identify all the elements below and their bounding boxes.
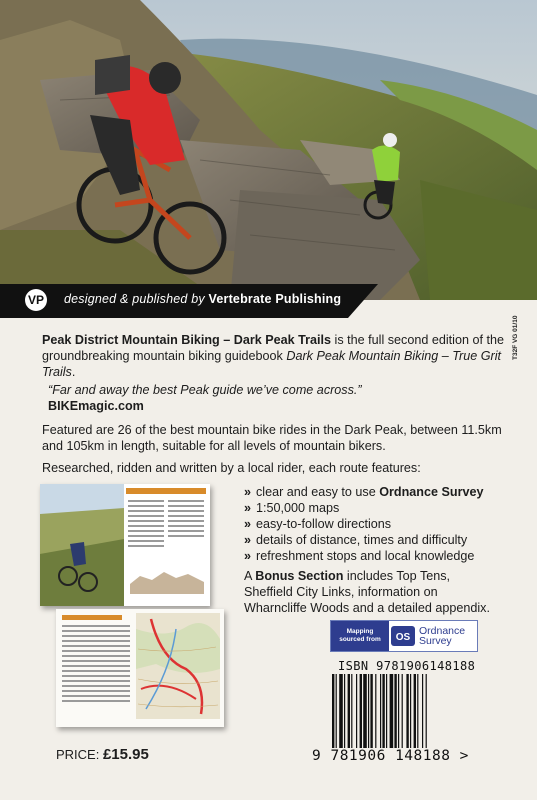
- product-code: [512, 300, 524, 360]
- feature-item: [244, 548, 506, 564]
- feature-item: [244, 516, 506, 532]
- svg-text:VP: VP: [27, 293, 45, 307]
- intro-text-2: .: [71, 365, 76, 379]
- os-name-line-1: Ordnance: [419, 625, 466, 637]
- feature-item-continuation: [244, 500, 506, 516]
- price-label: PRICE:: [56, 747, 103, 762]
- product-code-text: T32F VG 01/10: [512, 315, 519, 360]
- isbn-text: ISBN 9781906148188: [338, 659, 476, 673]
- feature-item: [244, 484, 506, 500]
- os-name: [419, 626, 465, 646]
- barcode-digits: 9 781906 148188 >: [312, 748, 469, 764]
- bonus-paragraph: [244, 568, 494, 616]
- intro-italic-title: Dark Peak Mountain Biking – True Grit Trails: [42, 349, 502, 379]
- feature-2-text: easy-to-follow directions: [256, 517, 392, 531]
- ordnance-survey-badge: [330, 620, 478, 652]
- intro-paragraph: [42, 332, 512, 380]
- os-badge-label: [331, 621, 389, 651]
- bonus-pre: A: [244, 569, 256, 583]
- sample-page-map: [56, 609, 224, 727]
- feature-1-cont: 1:50,000 maps: [256, 501, 340, 515]
- quote-source: BIKEmagic.com: [48, 399, 144, 413]
- price-value: £15.95: [102, 746, 149, 763]
- sample-page-route: [40, 484, 210, 606]
- os-left-line-2: sourced from: [339, 636, 381, 643]
- price: [56, 746, 149, 763]
- os-mark-text: OS: [395, 632, 411, 643]
- os-left-line-1: Mapping: [346, 628, 374, 635]
- feature-3-text: details of distance, times and difficulty: [256, 533, 468, 547]
- os-logo-icon: [391, 626, 415, 646]
- bonus-text: includes Top Tens, Sheffield City Links, information on Wharncliffe Woods and a detailed appendix.: [244, 569, 490, 615]
- cover-photo: [0, 0, 537, 300]
- intro-text-1: is the full second edition of the groundbreaking mountain biking guidebook: [42, 333, 504, 363]
- barcode: [330, 674, 478, 748]
- feature-list: [244, 484, 506, 564]
- os-name-line-2: Survey: [419, 635, 452, 647]
- publisher-credit: [64, 292, 341, 306]
- intro-title: Peak District Mountain Biking – Dark Peak Trails: [42, 333, 332, 347]
- publisher-lead: designed & published by: [64, 292, 205, 306]
- research-paragraph: Researched, ridden and written by a local rider, each route features:: [42, 461, 421, 475]
- feature-1-bold: Ordnance Survey: [379, 485, 484, 499]
- bonus-bold: Bonus Section: [255, 569, 344, 583]
- feature-item: [244, 532, 506, 548]
- feature-4-text: refreshment stops and local knowledge: [256, 549, 475, 563]
- vp-logo-icon: [24, 288, 60, 312]
- review-quote: [48, 382, 468, 414]
- feature-1-text: clear and easy to use: [256, 485, 380, 499]
- publisher-name: Vertebrate Publishing: [208, 292, 342, 306]
- featured-paragraph: Featured are 26 of the best mountain bike rides in the Dark Peak, between 11.5km and 105km in length, suitable for all levels of mountain bikers.: [42, 423, 502, 453]
- quote-text: “Far and away the best Peak guide we’ve come across.”: [48, 383, 362, 397]
